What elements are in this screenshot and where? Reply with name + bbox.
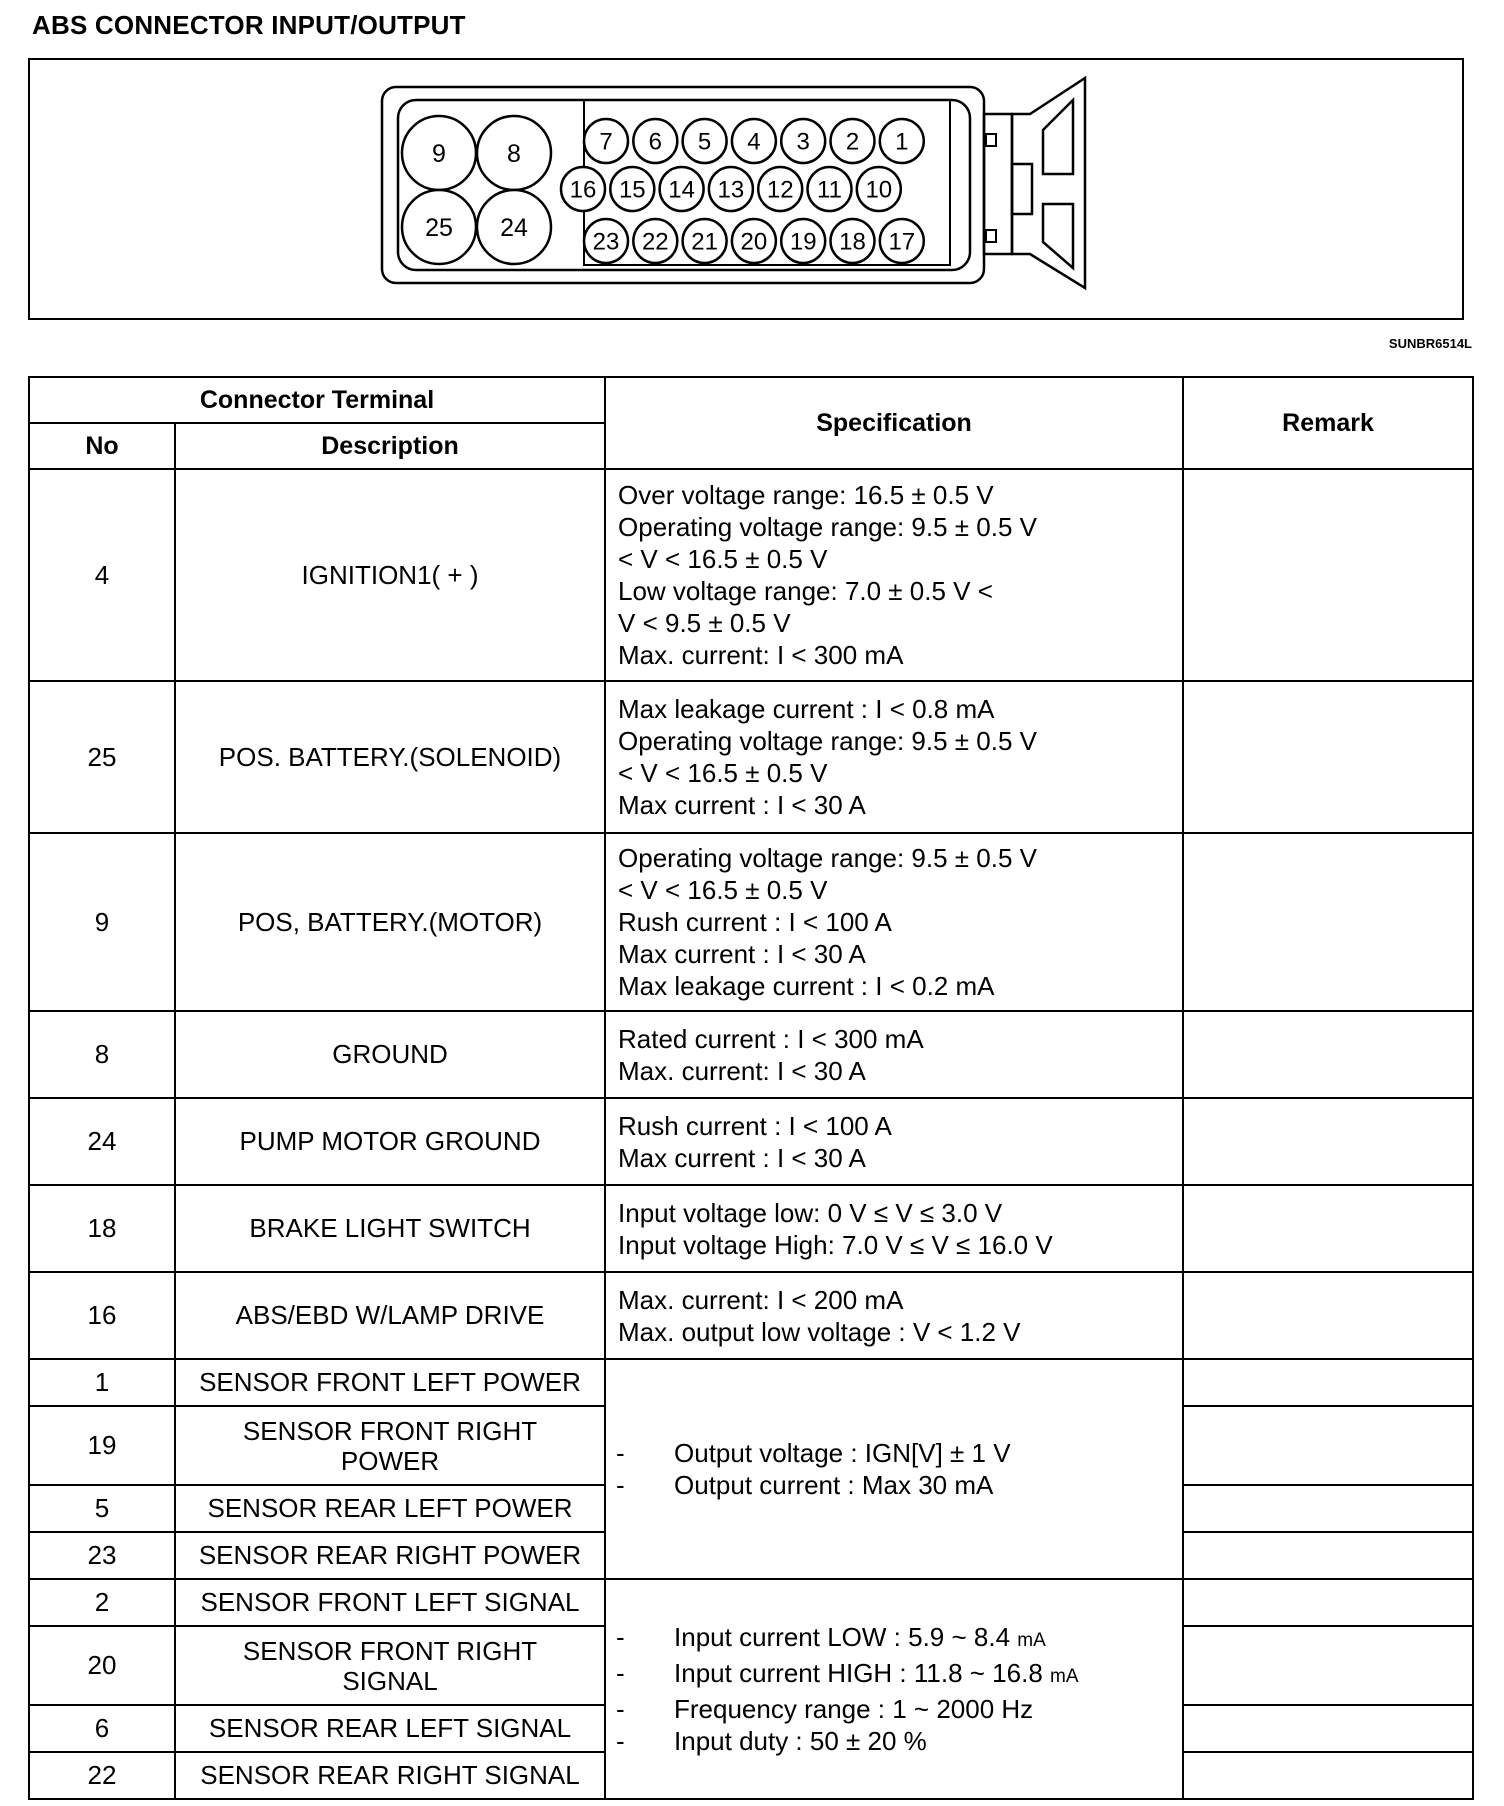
row-no: 6 [29,1705,175,1752]
row-remark [1183,1579,1473,1626]
row-spec [605,681,1183,833]
spec-line: - Input duty : 50 ± 20 % [616,1726,927,1756]
spec-line: - Output voltage : IGN[V] ± 1 V [616,1438,1011,1468]
row-description: SENSOR FRONT RIGHT SIGNAL [175,1626,605,1705]
pin-label-1: 1 [895,128,909,156]
table-row [29,1359,1473,1406]
pin-label-6: 6 [648,128,662,156]
header-no: No [29,423,175,469]
connector-diagram-svg [30,60,1462,318]
row-description: GROUND [175,1011,605,1098]
row-no: 25 [29,681,175,833]
table-row [29,833,1473,1011]
row-no: 24 [29,1098,175,1185]
pin-label-15: 15 [618,176,646,204]
diagram-code: SUNBR6514L [1388,336,1472,351]
header-connector-terminal: Connector Terminal [29,377,605,423]
pin-label-14: 14 [668,176,695,204]
row-remark [1183,1098,1473,1185]
spec-line: Max leakage current : I < 0.2 mA [618,971,995,1001]
header-row-1 [29,377,1473,423]
row-description: SENSOR REAR LEFT POWER [175,1485,605,1532]
latch-bump-top [986,134,996,146]
pin-label-2: 2 [845,128,860,156]
row-no: 2 [29,1579,175,1626]
pin-label-21: 21 [691,228,718,256]
spec-line: Operating voltage range: 9.5 ± 0.5 V [618,512,1037,542]
row-remark [1183,1359,1473,1406]
row-remark [1183,1626,1473,1705]
row-remark [1183,681,1473,833]
pin-label-12: 12 [766,176,794,204]
row-description: SENSOR FRONT LEFT SIGNAL [175,1579,605,1626]
pin-label-25: 25 [425,214,453,242]
spec-line: Max current : I < 30 A [618,939,866,969]
row-description: ABS/EBD W/LAMP DRIVE [175,1272,605,1359]
spec-line: Max leakage current : I < 0.8 mA [618,694,995,724]
row-description: SENSOR FRONT RIGHT POWER [175,1406,605,1485]
row-remark [1183,1485,1473,1532]
row-no: 19 [29,1406,175,1485]
pin-label-19: 19 [789,228,817,256]
row-spec [605,1098,1183,1185]
row-spec [605,1272,1183,1359]
row-remark [1183,1272,1473,1359]
pin-label-3: 3 [796,128,810,156]
row-no: 1 [29,1359,175,1406]
row-no: 18 [29,1185,175,1272]
pin-label-9: 9 [432,140,446,168]
row-no: 22 [29,1752,175,1799]
spec-line: Max current : I < 30 A [618,1142,866,1173]
row-no: 8 [29,1011,175,1098]
row-remark [1183,833,1473,1011]
spec-line: - Input current LOW : 5.9 ~ 8.4 mA [616,1622,1046,1652]
pin-label-20: 20 [740,228,768,256]
row-remark [1183,1011,1473,1098]
spec-line: < V < 16.5 ± 0.5 V [618,758,828,788]
row-description: POS, BATTERY.(MOTOR) [175,833,605,1011]
signal-group-spec [605,1579,1183,1799]
pin-label-16: 16 [569,176,597,204]
spec-line: Over voltage range: 16.5 ± 0.5 V [618,480,994,510]
pin-label-4: 4 [747,128,761,156]
row-description: SENSOR REAR RIGHT POWER [175,1532,605,1579]
row-no: 9 [29,833,175,1011]
spec-line: Rated current : I < 300 mA [618,1023,924,1054]
spec-line: Input voltage High: 7.0 V ≤ V ≤ 16.0 V [618,1229,1053,1260]
row-no: 20 [29,1626,175,1705]
spec-line: Low voltage range: 7.0 ± 0.5 V < [618,576,993,606]
spec-line: - Output current : Max 30 mA [616,1470,994,1500]
table-row [29,1098,1473,1185]
spec-line: Max. current: I < 300 mA [618,640,904,670]
power-group-spec [605,1359,1183,1579]
pin-label-13: 13 [717,176,745,204]
table-row [29,1185,1473,1272]
row-no: 16 [29,1272,175,1359]
row-remark [1183,1185,1473,1272]
table-row [29,1579,1473,1626]
row-description: SENSOR FRONT LEFT POWER [175,1359,605,1406]
table-row [29,469,1473,681]
spec-line: < V < 16.5 ± 0.5 V [618,544,828,574]
table-row [29,1011,1473,1098]
spec-line: Rush current : I < 100 A [618,1110,892,1141]
row-description: IGNITION1( + ) [175,469,605,681]
row-no: 5 [29,1485,175,1532]
connector-spec-table [28,376,1474,1800]
spec-line: Max. current: I < 30 A [618,1055,866,1086]
pin-label-17: 17 [888,228,916,256]
latch-lower-window [1043,204,1073,268]
spec-line: Input voltage low: 0 V ≤ V ≤ 3.0 V [618,1197,1003,1228]
row-description: SENSOR REAR LEFT SIGNAL [175,1705,605,1752]
row-remark [1183,469,1473,681]
row-description: SENSOR REAR RIGHT SIGNAL [175,1752,605,1799]
pin-label-18: 18 [839,228,866,256]
row-remark [1183,1752,1473,1799]
pin-label-5: 5 [697,128,712,156]
header-remark: Remark [1183,377,1473,469]
latch-center-block [1012,164,1032,214]
spec-line: - Input current HIGH : 11.8 ~ 16.8 mA [616,1658,1079,1688]
table-row [29,681,1473,833]
header-specification: Specification [605,377,1183,469]
row-remark [1183,1532,1473,1579]
row-description: PUMP MOTOR GROUND [175,1098,605,1185]
pin-label-7: 7 [599,128,613,156]
connector-diagram [28,58,1464,320]
spec-line: < V < 16.5 ± 0.5 V [618,875,828,905]
row-spec [605,833,1183,1011]
spec-line: Operating voltage range: 9.5 ± 0.5 V [618,726,1037,756]
row-spec [605,1011,1183,1098]
row-description: POS. BATTERY.(SOLENOID) [175,681,605,833]
pin-label-24: 24 [500,214,528,242]
pin-label-11: 11 [817,176,842,204]
pin-label-8: 8 [507,140,521,168]
latch-upper-window [1043,100,1073,174]
spec-line: Rush current : I < 100 A [618,907,892,937]
pin-label-10: 10 [865,176,893,204]
row-no: 23 [29,1532,175,1579]
spec-line: Max. current: I < 200 mA [618,1284,904,1315]
page-title: ABS CONNECTOR INPUT/OUTPUT [32,10,466,40]
table-row [29,1272,1473,1359]
spec-line: Operating voltage range: 9.5 ± 0.5 V [618,843,1037,873]
spec-line: Max current : I < 30 A [618,790,866,820]
row-description: BRAKE LIGHT SWITCH [175,1185,605,1272]
latch-bump-bottom [986,230,996,242]
spec-line: V < 9.5 ± 0.5 V [618,608,791,638]
row-no: 4 [29,469,175,681]
row-spec [605,469,1183,681]
pin-label-23: 23 [592,228,620,256]
spec-line: Max. output low voltage : V < 1.2 V [618,1316,1021,1347]
row-remark [1183,1406,1473,1485]
pin-label-22: 22 [641,228,669,256]
header-description: Description [175,423,605,469]
row-spec [605,1185,1183,1272]
row-remark [1183,1705,1473,1752]
spec-line: - Frequency range : 1 ~ 2000 Hz [616,1694,1034,1724]
